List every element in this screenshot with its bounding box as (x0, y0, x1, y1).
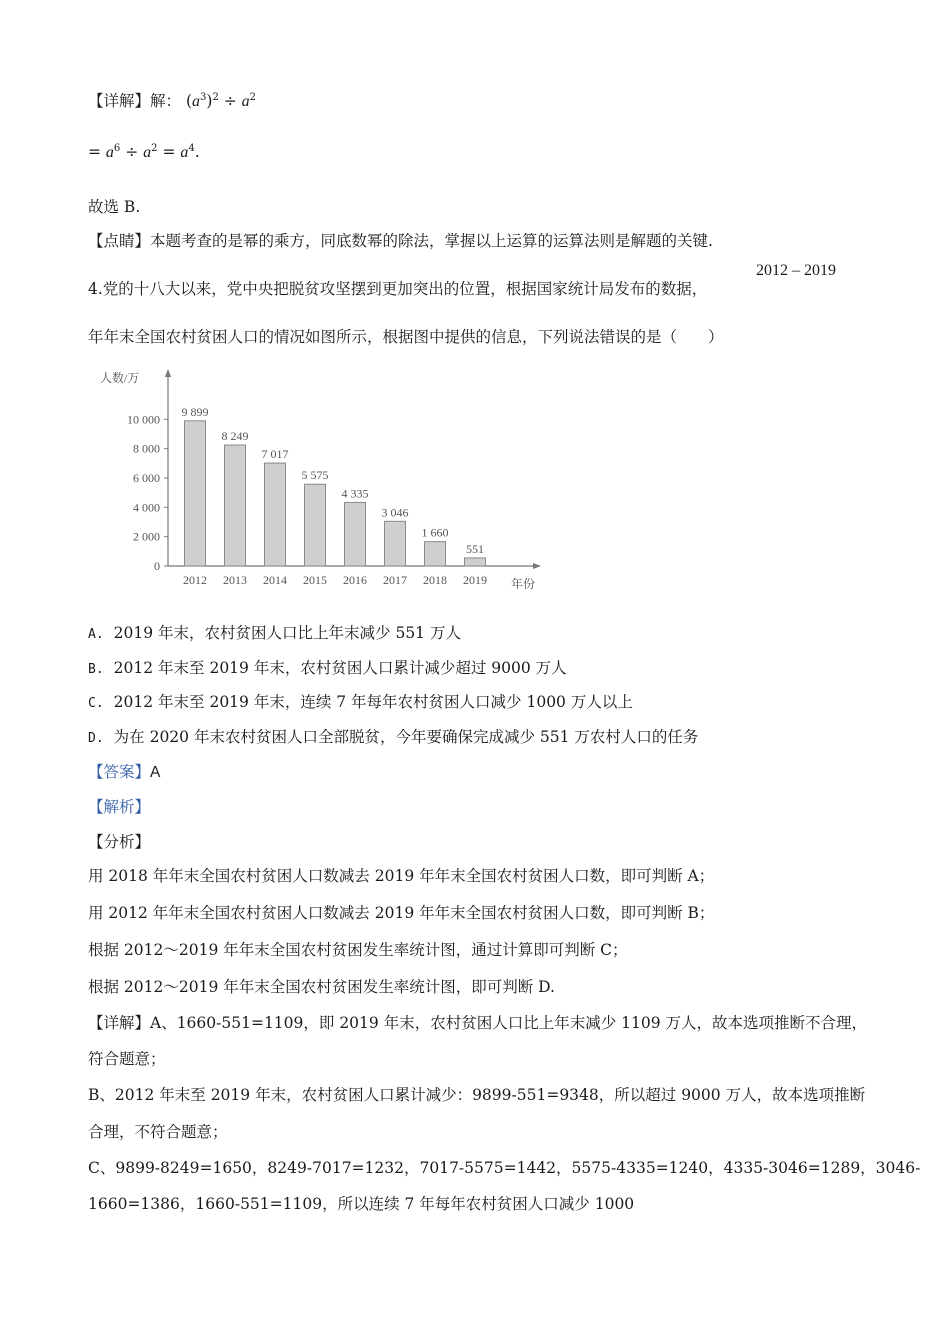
bar-value-label: 1 660 (421, 525, 449, 540)
bar-value-label: 7 017 (261, 447, 289, 462)
y-tick-label: 0 (154, 559, 160, 573)
bar-value-label: 3 046 (381, 505, 409, 520)
answer-value: A (150, 764, 161, 781)
option-c-text: 2012 年末至 2019 年末，连续 7 年每年农村贫困人口减少 1000 万人以上 (113, 693, 633, 711)
option-a-letter: A. (88, 627, 104, 642)
y-tick-label: 8 000 (133, 441, 160, 456)
math-expression-2: = $a^6 \div a^2 = a^4$. (88, 143, 200, 161)
y-tick-label: 4 000 (133, 500, 160, 515)
option-d-letter: D. (88, 731, 104, 746)
x-tick-label: 2018 (423, 573, 447, 587)
option-a[interactable] (88, 623, 461, 645)
option-b[interactable] (88, 658, 567, 680)
bar-2018 (425, 542, 446, 566)
comment-text: 【点睛】本题考查的是幂的乘方，同底数幂的除法，掌握以上运算的运算法则是解题的关键. (88, 232, 713, 250)
bar-2012 (185, 421, 206, 566)
detail2-line-3: B、2012 年末至 2019 年末，农村贫困人口累计减少：9899-551=9348，所以超过 9000 万人，故本选项推断 (88, 1086, 866, 1104)
x-axis-label: 年份 (511, 577, 536, 591)
analysis-line-4: 根据 2012～2019 年年末全国农村贫困发生率统计图，即可判断 D. (88, 978, 555, 996)
bar-2013 (225, 445, 246, 566)
x-tick-label: 2013 (223, 573, 247, 587)
bar-value-label: 5 575 (301, 468, 329, 483)
analysis-line-2: 用 2012 年年末全国农村贫困人口数减去 2019 年年末全国农村贫困人口数，即可判断 B； (88, 904, 715, 922)
y-axis-label: 人数/万 (100, 371, 140, 385)
answer-label: 【答案】 (88, 763, 151, 781)
option-b-text: 2012 年末至 2019 年末，农村贫困人口累计减少超过 9000 万人 (113, 659, 567, 677)
bar-chart (96, 366, 556, 594)
analysis-line-1: 用 2018 年年末全国农村贫困人口数减去 2019 年年末全国农村贫困人口数，即可判断 A； (88, 867, 715, 885)
detail-label: 【详解】解： (88, 92, 182, 110)
x-tick-label: 2016 (343, 573, 367, 587)
bar-value-label: 8 249 (221, 429, 249, 444)
option-d-text: 为在 2020 年末农村贫困人口全部脱贫，今年要确保完成减少 551 万农村人口的任务 (113, 728, 699, 746)
x-tick-label: 2012 (183, 573, 207, 587)
bar-2019 (465, 558, 486, 566)
question-line-1: 4.党的十八大以来，党中央把脱贫攻坚摆到更加突出的位置，根据国家统计局发布的数据， (88, 280, 708, 298)
y-tick-label: 6 000 (133, 471, 160, 485)
y-tick-label: 2 000 (133, 529, 160, 544)
option-b-letter: B. (88, 662, 104, 677)
y-axis-arrow (165, 369, 171, 377)
y-tick-label: 10 000 (127, 412, 160, 427)
bar-2014 (265, 463, 286, 566)
analysis-line-3: 根据 2012～2019 年年末全国农村贫困发生率统计图，通过计算即可判断 C； (88, 941, 628, 959)
bar-value-label: 9 899 (181, 404, 209, 419)
detail2-line-1: 【详解】A、1660-551=1109，即 2019 年末，农村贫困人口比上年末减少 1109 万人，故本选项推断不合理， (88, 1014, 867, 1032)
x-tick-label: 2017 (383, 573, 407, 587)
question-years: 2012 – 2019 (756, 262, 836, 279)
bar-2015 (305, 484, 326, 566)
x-tick-label: 2015 (303, 573, 327, 587)
answer-line (88, 762, 160, 783)
detail2-line-6: 1660=1386，1660-551=1109，所以连续 7 年每年农村贫困人口减少 1000 (88, 1195, 635, 1213)
analysis-label: 【解析】 (88, 798, 151, 816)
detail2-line-4: 合理，不符合题意； (88, 1123, 228, 1141)
option-a-text: 2019 年末，农村贫困人口比上年末减少 551 万人 (113, 624, 461, 642)
option-c-letter: C. (88, 696, 104, 711)
detail-line-1 (88, 88, 256, 112)
bar-2017 (385, 521, 406, 566)
analysis-sub-label: 【分析】 (88, 833, 151, 851)
bar-2016 (345, 502, 366, 566)
bar-value-label: 551 (466, 541, 484, 556)
detail2-line-5: C、9899-8249=1650，8249-7017=1232，7017-5575=1442，5575-4335=1240，4335-3046=1289，3046- (88, 1159, 921, 1177)
x-tick-label: 2019 (463, 573, 487, 587)
choose-b-text: 故选 B. (88, 198, 141, 216)
question-line-2: 年年末全国农村贫困人口的情况如图所示，根据图中提供的信息，下列说法错误的是（ ） (88, 328, 724, 346)
bar-value-label: 4 335 (341, 486, 369, 501)
x-axis-arrow (533, 563, 541, 569)
option-d[interactable] (88, 727, 698, 749)
detail2-line-2: 符合题意； (88, 1050, 166, 1068)
x-tick-label: 2014 (263, 573, 287, 587)
math-expression-1: $(a^3)^2 \div a^2$ (185, 92, 257, 110)
option-c[interactable] (88, 692, 633, 714)
